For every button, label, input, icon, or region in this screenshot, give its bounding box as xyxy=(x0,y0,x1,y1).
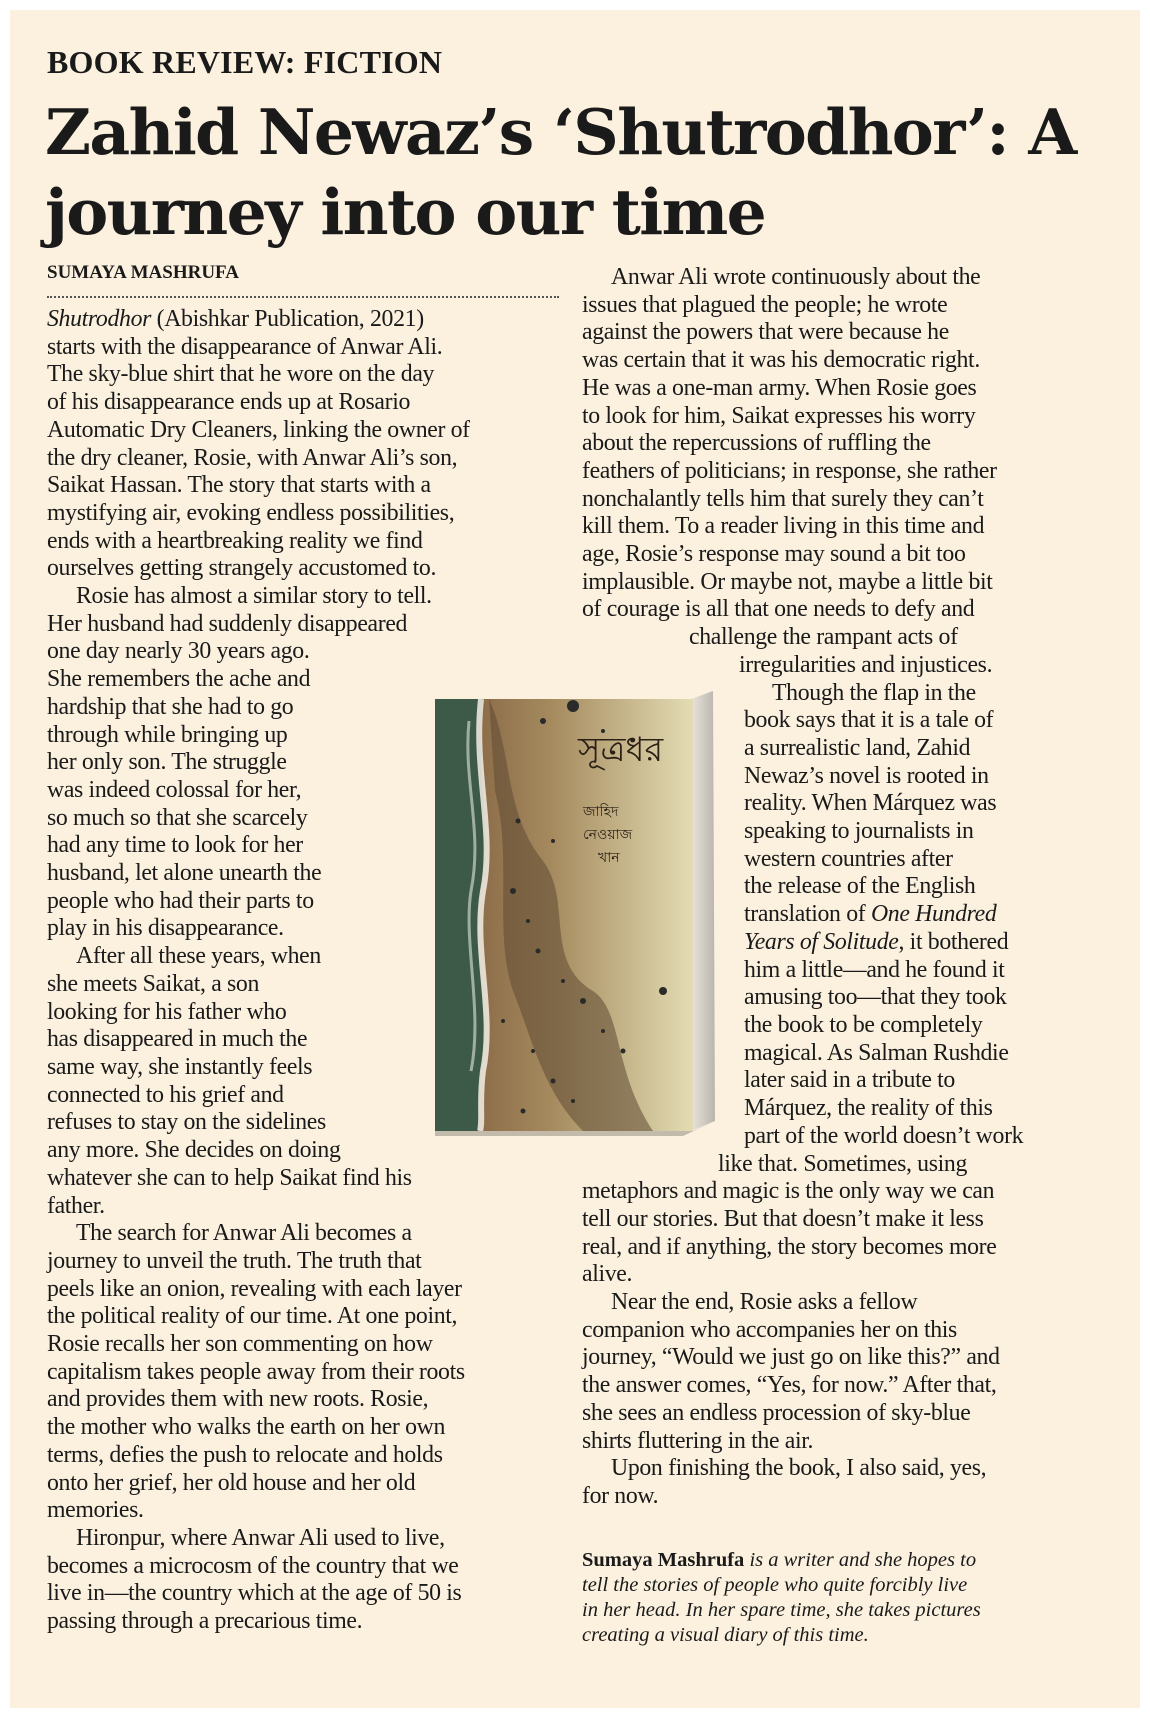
text-line: ourselves getting strangely accustomed to. xyxy=(47,555,437,582)
text-line: western countries after xyxy=(744,845,953,872)
book-title-italic: Years of Solitude xyxy=(744,928,899,955)
text-line: shirts fluttering in the air. xyxy=(582,1427,814,1454)
text-line: later said in a tribute to xyxy=(744,1067,955,1094)
text-line: father. xyxy=(47,1192,105,1219)
text-line: hardship that she had to go xyxy=(47,693,294,720)
text-line: kill them. To a reader living in this time and xyxy=(582,513,985,540)
text-line: any more. She decides on doing xyxy=(47,1137,341,1164)
text-line: feathers of politicians; in response, she rather xyxy=(582,457,997,484)
text-line: speaking to journalists in xyxy=(744,818,974,845)
author-bio xyxy=(582,1548,1102,1648)
text-line: the political reality of our time. At one point, xyxy=(47,1303,458,1330)
bio-line: tell the stories of people who quite forcibly live xyxy=(582,1574,968,1596)
text-line: nonchalantly tells him that surely they can’t xyxy=(582,485,984,512)
cover-author-line-2: নেওয়াজ xyxy=(583,827,633,843)
text-line: passing through a precarious time. xyxy=(47,1608,363,1635)
text-line: reality. When Márquez was xyxy=(744,790,997,817)
text-line: Anwar Ali wrote continuously about the xyxy=(611,264,981,290)
bio-line: creating a visual diary of this time. xyxy=(582,1624,869,1646)
text-line: a surrealistic land, Zahid xyxy=(744,734,971,761)
text-span: translation of xyxy=(744,901,871,928)
text-line: metaphors and magic is the only way we can xyxy=(582,1178,995,1205)
text-line: onto her grief, her old house and her old xyxy=(47,1469,416,1496)
text-line: issues that plagued the people; he wrote xyxy=(582,291,948,318)
text-line: same way, she instantly feels xyxy=(47,1053,313,1080)
text-line: Though the flap in the xyxy=(772,679,976,706)
text-line: her only son. The struggle xyxy=(47,749,287,776)
text-line: peels like an onion, revealing with each layer xyxy=(47,1275,462,1302)
text-line: mystifying air, evoking endless possibilities, xyxy=(47,499,455,526)
cover-author-line-1: জাহিদ xyxy=(583,804,619,820)
text-line: was certain that it was his democratic right. xyxy=(582,347,980,374)
text-line: whatever she can to help Saikat find his xyxy=(47,1164,412,1191)
text-line: one day nearly 30 years ago. xyxy=(47,638,310,665)
text-line xyxy=(47,306,577,334)
book-cover-svg xyxy=(423,691,723,1136)
text-line: refuses to stay on the sidelines xyxy=(47,1109,326,1136)
text-line: play in his disappearance. xyxy=(47,915,284,942)
text-line: Saikat Hassan. The story that starts with a xyxy=(47,472,431,499)
text-line: for now. xyxy=(582,1482,659,1509)
text-line: magical. As Salman Rushdie xyxy=(744,1039,1009,1066)
byline: SUMAYA MASHRUFA xyxy=(47,262,559,298)
cover-author-line-3: খান xyxy=(598,850,620,866)
headline: Zahid Newaz’s ‘Shutrodhor’: A journey into our time xyxy=(45,95,1076,249)
book-title-italic: One Hundred xyxy=(870,901,997,928)
text-line: amusing too—that they took xyxy=(744,984,1007,1011)
text-line: The sky-blue shirt that he wore on the day xyxy=(47,361,435,388)
text-span: (Abishkar Publication, 2021) xyxy=(151,306,424,332)
text-line: Rosie recalls her son commenting on how xyxy=(47,1331,433,1358)
text-line: live in—the country which at the age of 50 is xyxy=(47,1580,462,1607)
text-line: Her husband had suddenly disappeared xyxy=(47,610,408,637)
bio-line: in her head. In her spare time, she takes pictures xyxy=(582,1599,981,1621)
text-line: She remembers the ache and xyxy=(47,666,311,693)
text-line: After all these years, when xyxy=(76,943,321,970)
text-line: Newaz’s novel is rooted in xyxy=(744,762,989,789)
text-line: Hironpur, where Anwar Ali used to live, xyxy=(76,1524,445,1551)
text-span: , it bothered xyxy=(898,928,1009,955)
text-line: Automatic Dry Cleaners, linking the owner of xyxy=(47,416,470,443)
text-line: the answer comes, “Yes, for now.” After that, xyxy=(582,1372,997,1399)
text-line: against the powers that were because he xyxy=(582,319,949,346)
text-line: the book to be completely xyxy=(744,1011,983,1038)
bio-author-name: Sumaya Mashrufa xyxy=(582,1549,745,1571)
text-line: alive. xyxy=(582,1261,633,1288)
text-line: she meets Saikat, a son xyxy=(47,970,260,997)
section-kicker: BOOK REVIEW: FICTION xyxy=(47,44,443,80)
text-line: about the repercussions of ruffling the xyxy=(582,430,931,457)
text-line: real, and if anything, the story becomes more xyxy=(582,1233,997,1260)
text-line: Rosie has almost a similar story to tell. xyxy=(76,583,432,610)
text-line: the dry cleaner, Rosie, with Anwar Ali’s son, xyxy=(47,444,458,471)
text-line: Upon finishing the book, I also said, yes, xyxy=(611,1455,987,1482)
text-line: to look for him, Saikat expresses his worry xyxy=(582,402,976,429)
text-line: of courage is all that one needs to defy and xyxy=(582,596,975,623)
text-line: Márquez, the reality of this xyxy=(744,1095,993,1122)
text-line: like that. Sometimes, using xyxy=(718,1150,967,1177)
text-line: has disappeared in much the xyxy=(47,1026,308,1053)
text-line: starts with the disappearance of Anwar Ali. xyxy=(47,333,443,360)
text-line: was indeed colossal for her, xyxy=(47,776,302,803)
text-line: and provides them with new roots. Rosie, xyxy=(47,1386,429,1413)
text-line: age, Rosie’s response may sound a bit too xyxy=(582,541,966,568)
text-line: tell our stories. But that doesn’t make it less xyxy=(582,1205,984,1232)
text-line: connected to his grief and xyxy=(47,1081,284,1108)
text-line: him a little—and he found it xyxy=(744,956,1005,983)
text-line: He was a one-man army. When Rosie goes xyxy=(582,374,977,401)
cover-title: সূত্রধর xyxy=(578,730,664,770)
text-line: ends with a heartbreaking reality we find xyxy=(47,527,423,554)
text-line: the release of the English xyxy=(744,873,976,900)
text-line: memories. xyxy=(47,1497,144,1524)
text-line: people who had their parts to xyxy=(47,887,314,914)
text-line: journey, “Would we just go on like this?” and xyxy=(582,1344,1000,1371)
text-line: Near the end, Rosie asks a fellow xyxy=(611,1289,918,1316)
text-line: she sees an endless procession of sky-blue xyxy=(582,1399,971,1426)
text-line: challenge the rampant acts of xyxy=(689,624,958,651)
text-line: capitalism takes people away from their roots xyxy=(47,1358,465,1385)
text-line: irregularities and injustices. xyxy=(739,651,993,678)
text-line: looking for his father who xyxy=(47,998,287,1025)
text-line: had any time to look for her xyxy=(47,832,303,859)
bio-line xyxy=(582,1548,1102,1573)
text-line: the mother who walks the earth on her own xyxy=(47,1414,446,1441)
text-line: terms, defies the push to relocate and holds xyxy=(47,1441,443,1468)
text-line: book says that it is a tale of xyxy=(744,707,994,734)
text-line: so much so that she scarcely xyxy=(47,804,308,831)
text-line: implausible. Or maybe not, maybe a little bit xyxy=(582,568,993,595)
book-cover-image xyxy=(423,691,723,1136)
bio-text: is a writer and she hopes to xyxy=(744,1549,977,1571)
text-line: husband, let alone unearth the xyxy=(47,860,322,887)
text-line: becomes a microcosm of the country that we xyxy=(47,1552,459,1579)
text-line: part of the world doesn’t work xyxy=(744,1122,1024,1149)
book-title-italic: Shutrodhor xyxy=(47,306,152,332)
text-line: The search for Anwar Ali becomes a xyxy=(76,1220,412,1247)
text-line: journey to unveil the truth. The truth that xyxy=(47,1247,422,1274)
text-line: companion who accompanies her on this xyxy=(582,1316,957,1343)
text-line: through while bringing up xyxy=(47,721,288,748)
page-edges xyxy=(691,691,715,1131)
text-line: of his disappearance ends up at Rosario xyxy=(47,389,411,416)
